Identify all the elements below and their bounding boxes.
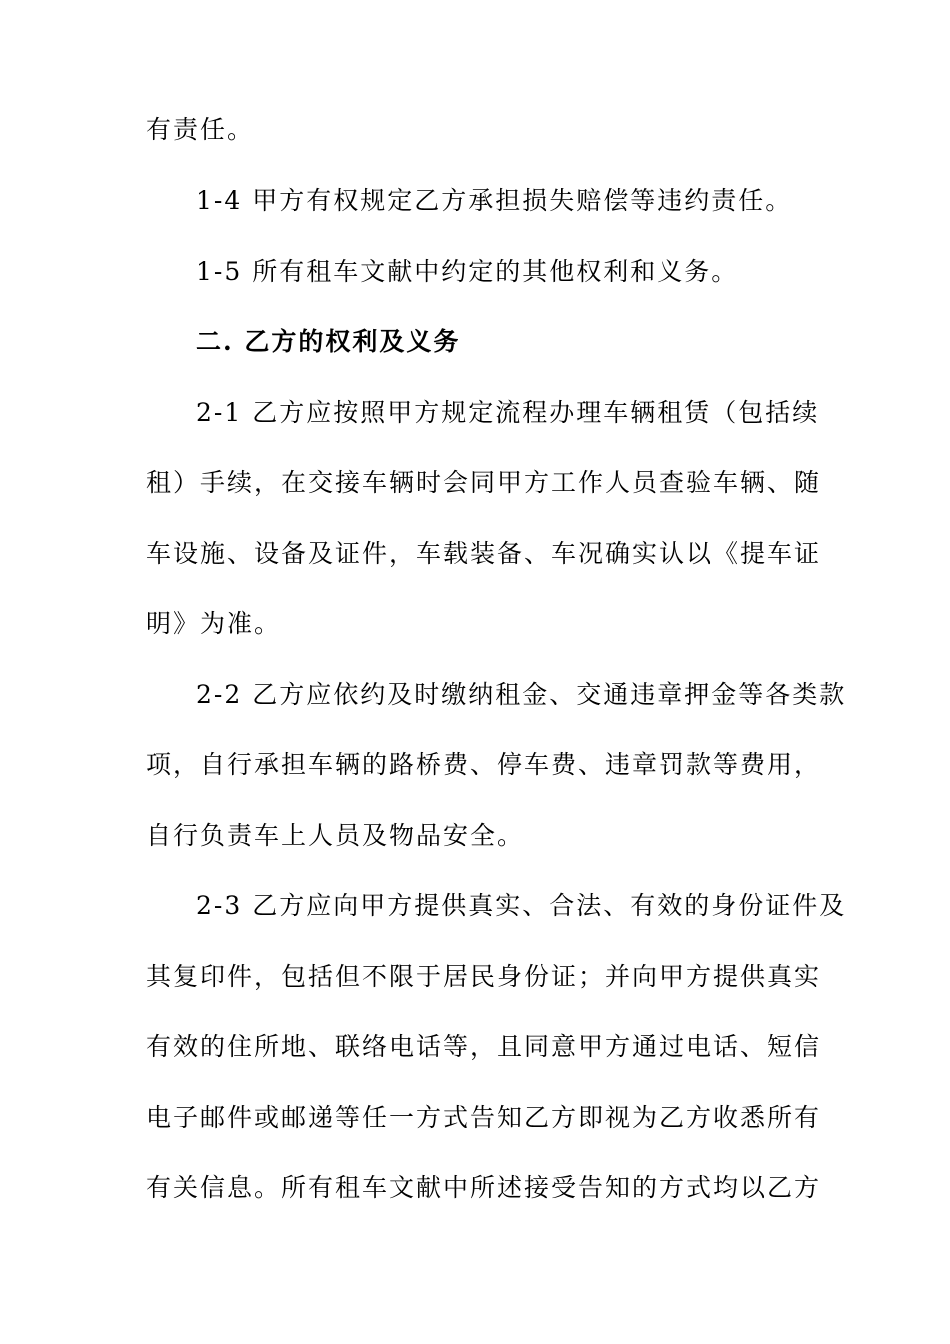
clause-1-5: 1-5 所有租车文献中约定的其他权利和义务。 xyxy=(196,257,739,286)
clause-2-3: 2-3 乙方应向甲方提供真实、合法、有效的身份证件及 xyxy=(196,891,847,920)
text-line: 电子邮件或邮递等任一方式告知乙方即视为乙方收悉所有 xyxy=(146,1103,822,1132)
text-line: 其复印件，包括但不限于居民身份证；并向甲方提供真实 xyxy=(146,962,822,991)
clause-2-1: 2-1 乙方应按照甲方规定流程办理车辆租赁（包括续 xyxy=(196,398,820,427)
text-line: 有效的住所地、联络电话等，且同意甲方通过电话、短信 xyxy=(146,1032,822,1061)
clause-1-4: 1-4 甲方有权规定乙方承担损失赔偿等违约责任。 xyxy=(196,186,793,215)
text-line: 有关信息。所有租车文献中所述接受告知的方式均以乙方 xyxy=(146,1173,822,1202)
text-line: 租）手续，在交接车辆时会同甲方工作人员查验车辆、随 xyxy=(146,468,822,497)
text-line: 车设施、设备及证件，车载装备、车况确实认以《提车证 xyxy=(146,539,822,568)
text-line: 自行负责车上人员及物品安全。 xyxy=(146,821,525,850)
clause-2-2: 2-2 乙方应依约及时缴纳租金、交通违章押金等各类款 xyxy=(196,680,847,709)
text-line: 明》为准。 xyxy=(146,609,282,638)
text-line: 有责任。 xyxy=(146,115,255,144)
section-heading: 二. 乙方的权利及义务 xyxy=(196,327,461,356)
text-line: 项，自行承担车辆的路桥费、停车费、违章罚款等费用， xyxy=(146,750,822,779)
